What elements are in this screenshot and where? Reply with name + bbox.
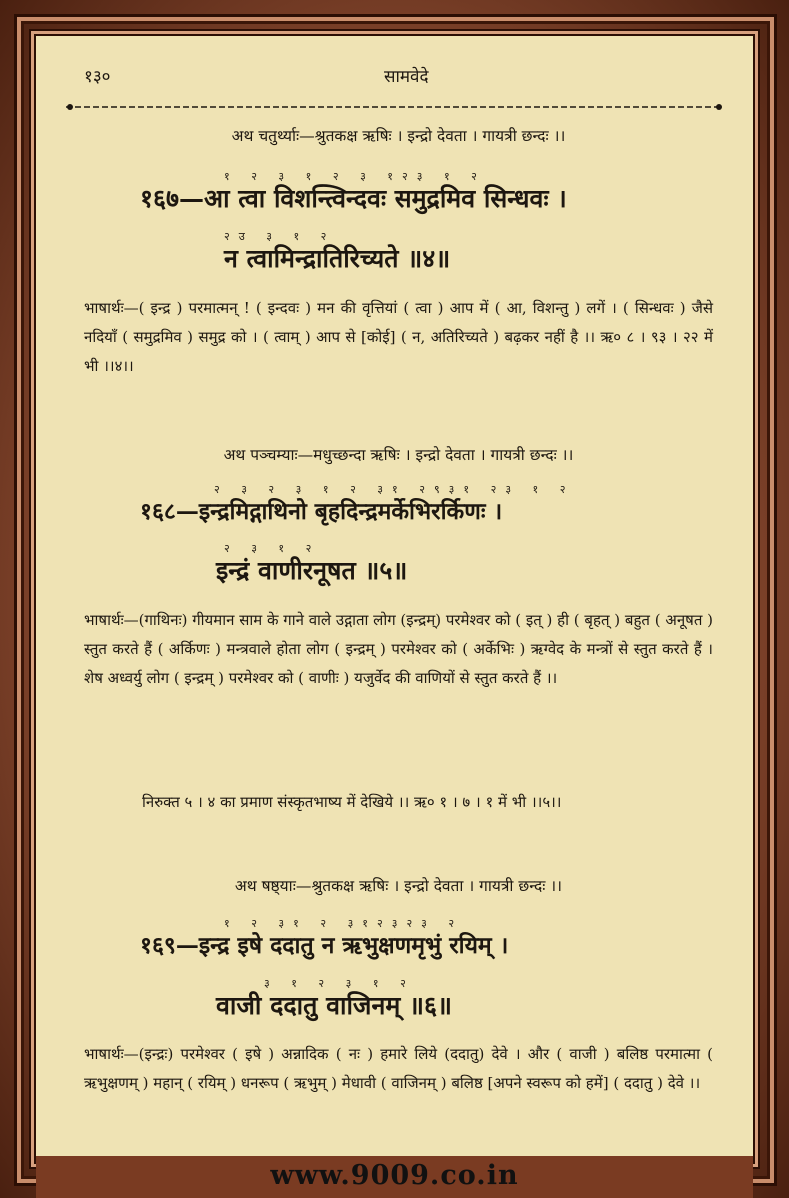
site-url[interactable]: www.9009.co.in bbox=[270, 1160, 519, 1191]
verse-168-note: निरुक्त ५ । ४ का प्रमाण संस्कृतभाष्य में देखिये ।। ऋ० १ । ७ । १ में भी ।।५।। bbox=[142, 793, 562, 811]
accent-marks: ३ १ २ ३ १ २ bbox=[264, 977, 415, 990]
verse-167-bhashartha: भाषार्थः—( इन्द्र ) परमात्मन् ! ( इन्दवः ) मन की वृत्तियां ( त्वा ) आप में ( आ, विशन्तु ) लगें । ( सिन्धवः ) जैसे नदियाँ ( समुद्रमिव ) समुद्र को । ( त्वाम् ) आप से [कोई] ( न, अतिरिच्यते ) बढ़कर नहीं है ।। ऋ० ८ । ९३ । २२ में भी ।।४।। bbox=[84, 299, 713, 375]
verse-168-line-1: १६८—इन्द्रमिद्गाथिनो बृहदिन्द्रमर्केभिरर्किणः । bbox=[140, 498, 503, 525]
verse-168-bhashartha: भाषार्थः—(गाथिनः) गीयमान साम के गाने वाले उद्गाता लोग (इन्द्रम्) परमेश्वर को ( इत् ) ही ( बृहत् ) बहुत ( अनूषत ) स्तुत करते हैं ( अर्किणः ) मन्त्रवाले होता लोग ( इन्द्रम् ) परमेश्वर को ( अर्केभिः ) ऋग्वेद के मन्त्रों से स्तुत करते हैं । शेष अध्वर्यु लोग ( इन्द्रम् ) परमेश्वर को ( वाणीः ) यजुर्वेद की वाणियों से स्तुत करते हैं ।। bbox=[84, 611, 713, 687]
verse-169-line-1: १६९—इन्द्र इषे ददातु न ऋभुक्षणमृभुं रयिम् । bbox=[140, 932, 509, 959]
verse-168-heading: अथ पञ्चम्याः—मधुच्छन्दा ऋषिः । इन्द्रो देवता । गायत्री छन्दः ।। bbox=[223, 446, 574, 464]
verse-169-line-2: वाजी ददातु वाजिनम् ॥६॥ bbox=[216, 991, 452, 1020]
verse-169-accent-row-2 bbox=[84, 976, 713, 990]
verse-167-line-2: न त्वामिन्द्रातिरिच्यते ॥४॥ bbox=[224, 244, 451, 273]
running-head bbox=[84, 64, 713, 90]
verse-168-accent-row-2 bbox=[84, 541, 713, 555]
verse-167-heading: अथ चतुर्थ्याः—श्रुतकक्ष ऋषिः । इन्द्रो देवता । गायत्री छन्दः ।। bbox=[231, 127, 566, 145]
book-title: सामवेदे bbox=[384, 67, 429, 87]
verse-168-line-2: इन्द्रं वाणीरनूषत ॥५॥ bbox=[216, 556, 408, 585]
verse-167-line-1: १६७—आ त्वा विशन्त्विन्दवः समुद्रमिव सिन्धवः । bbox=[140, 184, 567, 213]
verse-169-heading: अथ षष्ठ्याः—श्रुतकक्ष ऋषिः । इन्द्रो देवता । गायत्री छन्दः ।। bbox=[234, 877, 563, 895]
book-page bbox=[36, 36, 753, 1162]
accent-marks: २ ३ २ ३ १ २ ३१ २९३१ २३ १ २ bbox=[214, 483, 575, 496]
verse-169-accent-row-1 bbox=[84, 916, 713, 930]
page-number: १३० bbox=[84, 67, 111, 87]
verse-168-accent-row-1 bbox=[84, 482, 713, 496]
accent-marks: १ २ ३१ २ ३१२३२३ २ bbox=[224, 917, 464, 930]
accent-marks: २ ३ १ २ bbox=[224, 542, 321, 555]
verse-167-accent-row-2 bbox=[84, 229, 713, 243]
verse-169-bhashartha: भाषार्थः—(इन्द्रः) परमेश्वर ( इषे ) अन्नादिक ( नः ) हमारे लिये (ददातु) देवे । और ( वाजी ) बलिष्ठ परमात्मा ( ऋभुक्षणम् ) महान् ( रयिम् ) धनरूप ( ऋभुम् ) मेधावी ( वाजिनम् ) बलिष्ठ [अपने स्वरूप को हमें] ( ददातु ) देवे ।। bbox=[84, 1045, 713, 1092]
accent-marks: १ २ ३ १ २ ३ १२३ १ २ bbox=[224, 170, 486, 183]
verse-167-accent-row-1 bbox=[84, 169, 713, 183]
accent-marks: २उ ३ १ २ bbox=[224, 230, 336, 243]
footer-bar bbox=[36, 1156, 753, 1198]
ornamental-rule bbox=[66, 102, 723, 112]
